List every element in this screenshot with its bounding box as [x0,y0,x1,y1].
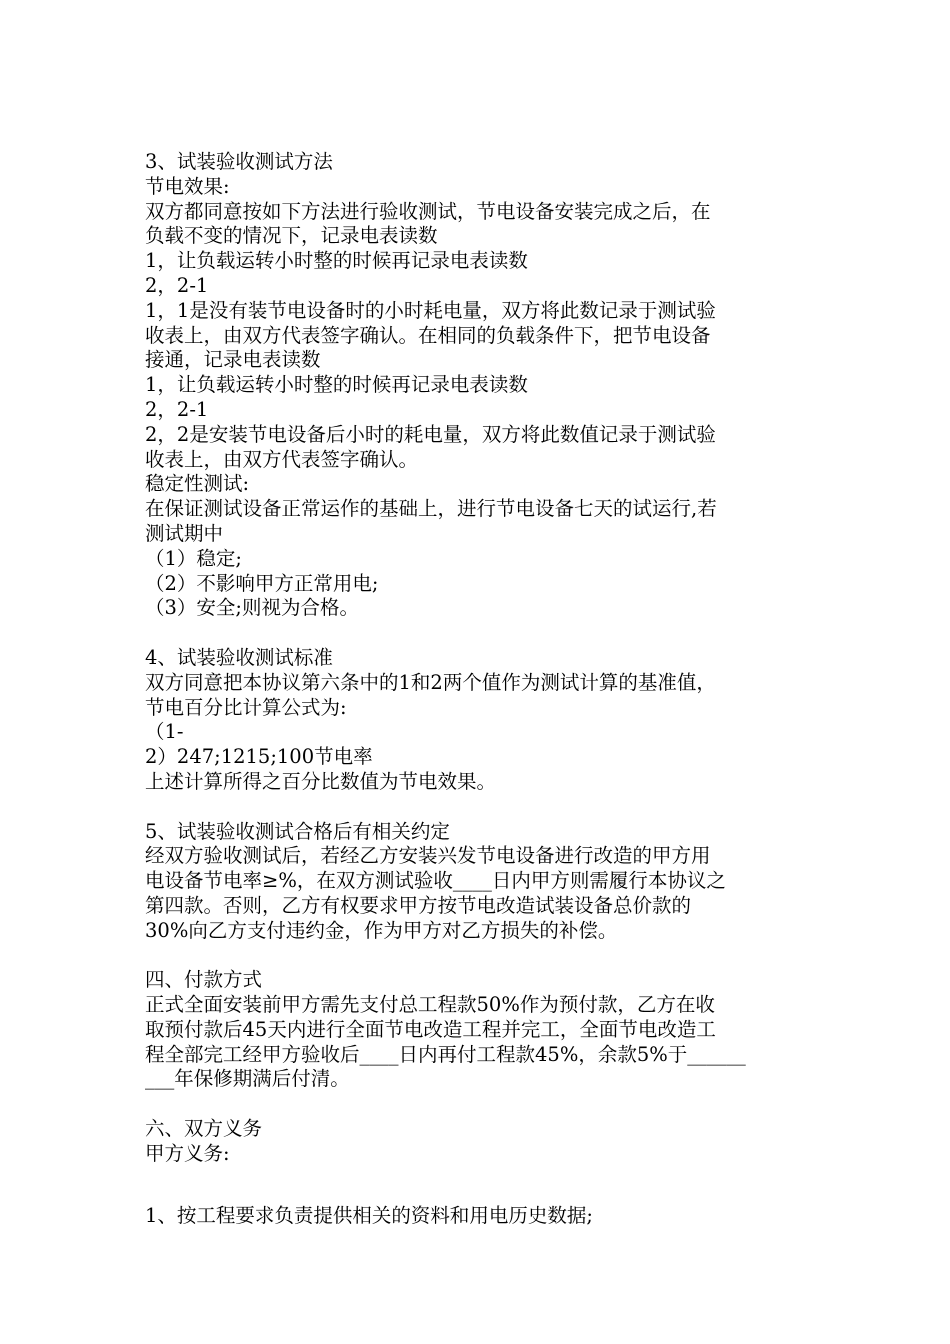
text-line: 双方同意把本协议第六条中的1和2两个值作为测试计算的基准值， [145,670,716,694]
section-heading: 六、双方义务 [145,1117,263,1141]
paragraph-gap [145,944,815,969]
section-heading: 3、试装验收测试方法 [145,150,333,173]
text-line: 上述计算所得之百分比数值为节电效果。 [145,769,497,793]
section-heading: 四、付款方式 [145,968,263,992]
paragraph-gap [145,621,815,646]
text-line: 1，1是没有装节电设备时的小时耗电量，双方将此数记录于测试验 [145,298,716,322]
text-line: （2）不影响甲方正常用电; [145,571,379,595]
paragraph-gap [145,1167,815,1204]
text-line: 收表上，由双方代表签字确认。在相同的负载条件下，把节电设备 [145,323,711,347]
text-line: 收表上，由双方代表签字确认。 [145,447,419,471]
text-line: 程全部完工经甲方验收后____日内再付工程款45%，余款5%于______ [145,1042,746,1066]
text-line: 节电效果: [145,174,230,198]
text-line: 30%向乙方支付违约金，作为甲方对乙方损失的补偿。 [145,918,618,942]
text-line: 2，2是安装节电设备后小时的耗电量，双方将此数值记录于测试验 [145,422,716,446]
text-line: 经双方验收测试后，若经乙方安装兴发节电设备进行改造的甲方用 [145,844,711,868]
text-line: 2）247;1215;100节电率 [145,745,373,769]
text-line: 正式全面安装前甲方需先支付总工程款50%作为预付款，乙方在收 [145,993,715,1017]
text-line: 测试期中 [145,521,224,545]
text-line: 甲方义务: [145,1141,230,1165]
text-line: 2，2-1 [145,273,209,297]
text-line: 双方都同意按如下方法进行验收测试，节电设备安装完成之后，在 [145,199,711,223]
text-line: 节电百分比计算公式为: [145,695,347,719]
paragraph-gap [145,795,815,820]
text-line: 2，2-1 [145,397,209,421]
text-line: 电设备节电率≥%，在双方测试验收____日内甲方则需履行本协议之 [145,869,726,893]
document-body [145,150,815,1228]
text-line: 负载不变的情况下，记录电表读数 [145,224,438,248]
text-line: 第四款。否则，乙方有权要求甲方按节电改造试装设备总价款的 [145,893,692,917]
text-line: 稳定性测试: [145,472,250,496]
text-line: ___年保修期满后付清。 [145,1067,350,1091]
text-line: 取预付款后45天内进行全面节电改造工程并完工，全面节电改造工 [145,1017,716,1041]
section-heading: 5、试装验收测试合格后有相关约定 [145,819,450,843]
text-line: 1，让负载运转小时整的时候再记录电表读数 [145,249,528,273]
text-line: （3）安全;则视为合格。 [145,596,359,620]
text-line: （1- [145,720,184,744]
paragraph-gap [145,1092,815,1117]
text-line: （1）稳定; [145,546,242,570]
text-line: 1、按工程要求负责提供相关的资料和用电历史数据; [145,1203,593,1227]
section-heading: 4、试装验收测试标准 [145,645,333,669]
text-line: 在保证测试设备正常运作的基础上，进行节电设备七天的试运行,若 [145,497,717,521]
text-line: 1，让负载运转小时整的时候再记录电表读数 [145,373,528,397]
text-line: 接通，记录电表读数 [145,348,321,372]
